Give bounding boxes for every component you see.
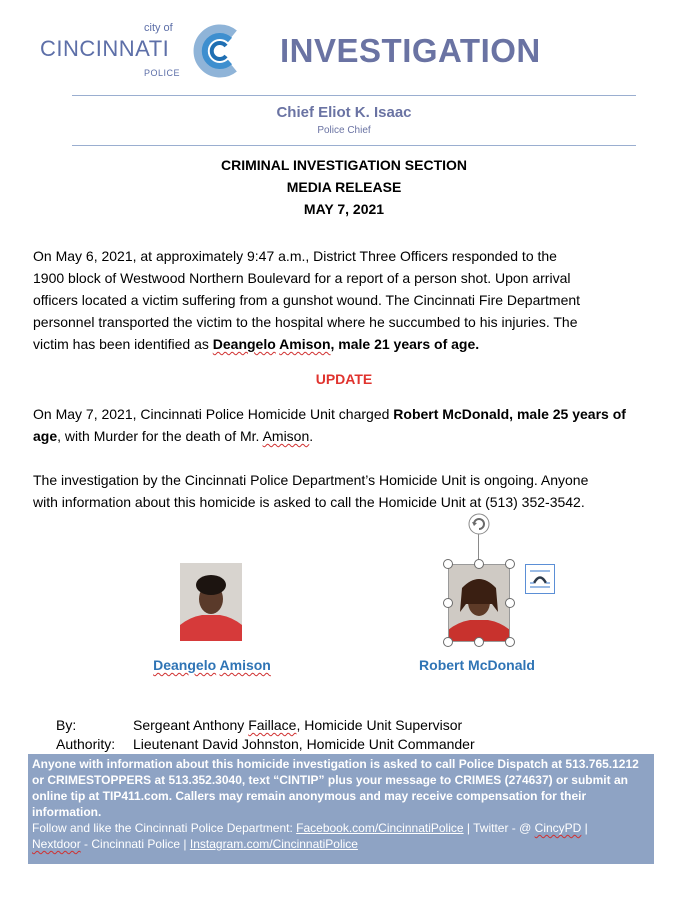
incident-paragraph xyxy=(33,245,653,355)
resize-handle-bottom[interactable] xyxy=(474,637,484,647)
by-name-title: , Homicide Unit Supervisor xyxy=(296,717,463,733)
charge-paragraph xyxy=(33,403,653,447)
header-divider-bottom xyxy=(72,145,636,146)
paragraph-line: 1900 block of Westwood Northern Boulevard for a report of a person shot. Upon arrival xyxy=(33,270,571,286)
footer-line: Anyone with information about this homicide investigation is asked to call Police Dispatch at 513.765.1212 xyxy=(32,757,639,771)
paragraph-line: with information about this homicide is asked to call the Homicide Unit at (513) 352-3542. xyxy=(33,494,585,510)
victim-last-name: Amison xyxy=(279,336,331,352)
facebook-link[interactable]: Facebook.com/CincinnatiPolice xyxy=(296,821,464,835)
victim-details: , male 21 years of age. xyxy=(330,336,480,352)
chief-name: Chief Eliot K. Isaac xyxy=(276,104,412,121)
victim-caption xyxy=(130,657,294,673)
logo-city-text: city of xyxy=(144,22,173,34)
release-type: MEDIA RELEASE xyxy=(286,179,402,195)
resize-handle-top-right[interactable] xyxy=(505,559,515,569)
selection-frame xyxy=(448,564,510,642)
nextdoor-text: - Cincinnati Police | xyxy=(80,837,190,851)
release-date: MAY 7, 2021 xyxy=(303,201,385,217)
paragraph-line: The investigation by the Cincinnati Police Department’s Homicide Unit is ongoing. Anyone xyxy=(33,472,589,488)
resize-handle-right[interactable] xyxy=(505,598,515,608)
twitter-text: | Twitter - @ xyxy=(463,821,535,835)
paragraph-line: personnel transported the victim to the hospital where he succumbed to his injuries. The xyxy=(33,314,578,330)
ongoing-paragraph xyxy=(33,469,653,513)
separator: | xyxy=(581,821,588,835)
by-name-surname: Faillace xyxy=(248,717,297,733)
victim-portrait-icon xyxy=(180,563,242,641)
period: . xyxy=(309,428,314,444)
logo-c-mark-icon xyxy=(190,24,242,78)
suspect-age-suffix: age xyxy=(33,428,58,444)
chief-title: Police Chief xyxy=(317,125,371,136)
charge-text: , with Murder for the death of Mr. xyxy=(57,428,263,444)
update-label: UPDATE xyxy=(315,371,373,387)
resize-handle-top-left[interactable] xyxy=(443,559,453,569)
section-heading: CRIMINAL INVESTIGATION SECTION xyxy=(220,157,468,173)
resize-handle-bottom-left[interactable] xyxy=(443,637,453,647)
tip-footer xyxy=(28,754,654,864)
footer-social-line xyxy=(32,820,650,836)
victim-caption-last: Amison xyxy=(219,657,271,673)
victim-photo xyxy=(180,563,242,641)
paragraph-line: officers located a victim suffering from a gunshot wound. The Cincinnati Fire Department xyxy=(33,292,581,308)
victim-name xyxy=(213,336,479,352)
paragraph-line xyxy=(33,425,653,447)
by-name xyxy=(133,717,462,733)
resize-handle-bottom-right[interactable] xyxy=(505,637,515,647)
authority-label: Authority: xyxy=(56,736,116,752)
paragraph-line xyxy=(33,333,653,355)
cincinnati-police-logo xyxy=(40,22,240,84)
charge-intro-text: On May 7, 2021, Cincinnati Police Homicide Unit charged xyxy=(33,406,394,422)
suspect-name-details: Robert McDonald, male 25 years of xyxy=(393,406,626,422)
rotate-handle-icon[interactable] xyxy=(467,512,491,536)
header-divider-top xyxy=(72,95,636,96)
victim-surname-ref: Amison xyxy=(262,428,310,444)
twitter-handle[interactable]: CincyPD xyxy=(534,821,582,835)
authority-name: Lieutenant David Johnston, Homicide Unit Commander xyxy=(133,736,475,752)
instagram-link[interactable]: Instagram.com/CincinnatiPolice xyxy=(189,837,358,851)
footer-social-line xyxy=(32,836,650,852)
by-label: By: xyxy=(56,717,77,733)
victim-first-name: Deangelo xyxy=(212,336,276,352)
resize-handle-left[interactable] xyxy=(443,598,453,608)
nextdoor-link[interactable]: Nextdoor xyxy=(32,837,81,851)
paragraph-line: On May 6, 2021, at approximately 9:47 a.m., District Three Officers responded to the xyxy=(33,248,557,264)
paragraph-line xyxy=(33,403,653,425)
by-name-first: Sergeant Anthony xyxy=(133,717,249,733)
resize-handle-top[interactable] xyxy=(474,559,484,569)
page-title: INVESTIGATION xyxy=(280,32,541,69)
logo-name-text: CINCINNATI xyxy=(40,36,170,61)
follow-text: Follow and like the Cincinnati Police Department: xyxy=(32,821,297,835)
footer-line: or CRIMESTOPPERS at 513.352.3040, text “CINTIP” plus your message to CRIMES (274637) or submit an xyxy=(32,773,628,787)
victim-intro-text: victim has been identified as xyxy=(33,336,213,352)
suspect-caption: Robert McDonald xyxy=(419,657,535,673)
layout-options-icon[interactable] xyxy=(525,564,555,594)
logo-police-text: POLICE xyxy=(144,68,181,78)
victim-caption-first: Deangelo xyxy=(153,657,217,673)
footer-line: online tip at TIP411.com. Callers may remain anonymous and may receive compensation for their xyxy=(32,789,587,803)
footer-line: information. xyxy=(32,805,102,819)
